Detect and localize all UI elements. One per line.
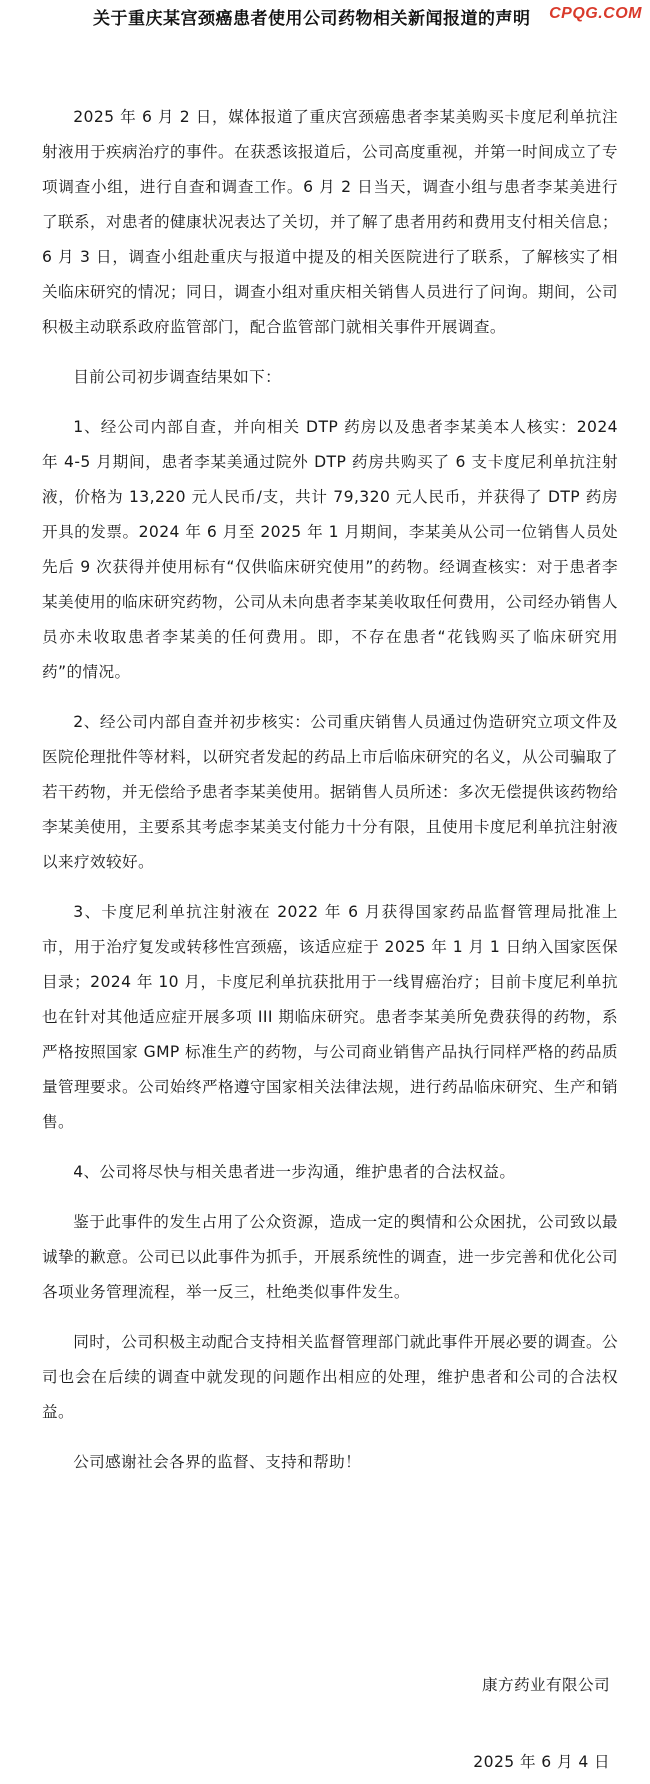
document-title: 关于重庆某宫颈癌患者使用公司药物相关新闻报道的声明 [93,9,531,29]
paragraph-apology: 鉴于此事件的发生占用了公众资源，造成一定的舆情和公众困扰，公司致以最诚挚的歉意。公司已以此事件为抓手，开展系统性的调查，进一步完善和优化公司各项业务管理流程，举一反三，杜绝类似事件发生。 [42,1213,618,1301]
paragraph-finding-1: 1、经公司内部自查，并向相关 DTP 药房以及患者李某美本人核实：2024 年 4-5 月期间，患者李某美通过院外 DTP 药房共购买了 6 支卡度尼利单抗注射液，价格为 13,220 元人民币/支，共计 79,320 元人民币，并获得了 DTP 药房开具的发票。2024 年 6 月至 2025 年 1 月期间，李某美从公司一位销售人员处先后 9 次获得并使用标有“仅供临床研究使用”的药物。经调查核实：对于患者李某美使用的临床研究药物，公司从未向患者李某美收取任何费用，公司经办销售人员亦未收取患者李某美的任何费用。即，不存在患者“花钱购买了临床研究用药”的情况。 [42,418,618,681]
paragraph-finding-2: 2、经公司内部自查并初步核实：公司重庆销售人员通过伪造研究立项文件及医院伦理批件等材料，以研究者发起的药品上市后临床研究的名义，从公司骗取了若干药物，并无偿给予患者李某美使用。据销售人员所述：多次无偿提供该药物给李某美使用，主要系其考虑李某美支付能力十分有限，且使用卡度尼利单抗注射液以来疗效较好。 [42,713,618,871]
signature-company: 康方药业有限公司 [482,1676,610,1694]
paragraph-cooperation: 同时，公司积极主动配合支持相关监督管理部门就此事件开展必要的调查。公司也会在后续的调查中就发现的问题作出相应的处理，维护患者和公司的合法权益。 [42,1333,618,1421]
paragraph-intro: 2025 年 6 月 2 日，媒体报道了重庆宫颈癌患者李某美购买卡度尼利单抗注射液用于疾病治疗的事件。在获悉该报道后，公司高度重视，并第一时间成立了专项调查小组，进行自查和调查工作。6 月 2 日当天，调查小组与患者李某美进行了联系，对患者的健康状况表达了关切，并了解了患者用药和费用支付相关信息；6 月 3 日，调查小组赴重庆与报道中提及的相关医院进行了联系，了解核实了相关临床研究的情况；同日，调查小组对重庆相关销售人员进行了问询。期间，公司积极主动联系政府监管部门，配合监管部门就相关事件开展调查。 [42,108,618,336]
paragraph-findings-heading: 目前公司初步调查结果如下： [73,368,282,386]
site-watermark: CPQG.COM [549,5,642,22]
paragraph-finding-4: 4、公司将尽快与相关患者进一步沟通，维护患者的合法权益。 [73,1163,516,1181]
paragraph-thanks: 公司感谢社会各界的监督、支持和帮助！ [73,1453,362,1471]
document-header [0,4,650,30]
signature-date: 2025 年 6 月 4 日 [473,1753,610,1771]
paragraph-finding-3: 3、卡度尼利单抗注射液在 2022 年 6 月获得国家药品监督管理局批准上市，用于治疗复发或转移性宫颈癌，该适应症于 2025 年 1 月 1 日纳入国家医保目录；2024 年 10 月，卡度尼利单抗获批用于一线胃癌治疗；目前卡度尼利单抗也在针对其他适应症开展多项 III 期临床研究。患者李某美所免费获得的药物，系严格按照国家 GMP 标准生产的药物，与公司商业销售产品执行同样严格的药品质量管理要求。公司始终严格遵守国家相关法律法规，进行药品临床研究、生产和销售。 [42,903,618,1131]
statement-body [42,100,618,1495]
